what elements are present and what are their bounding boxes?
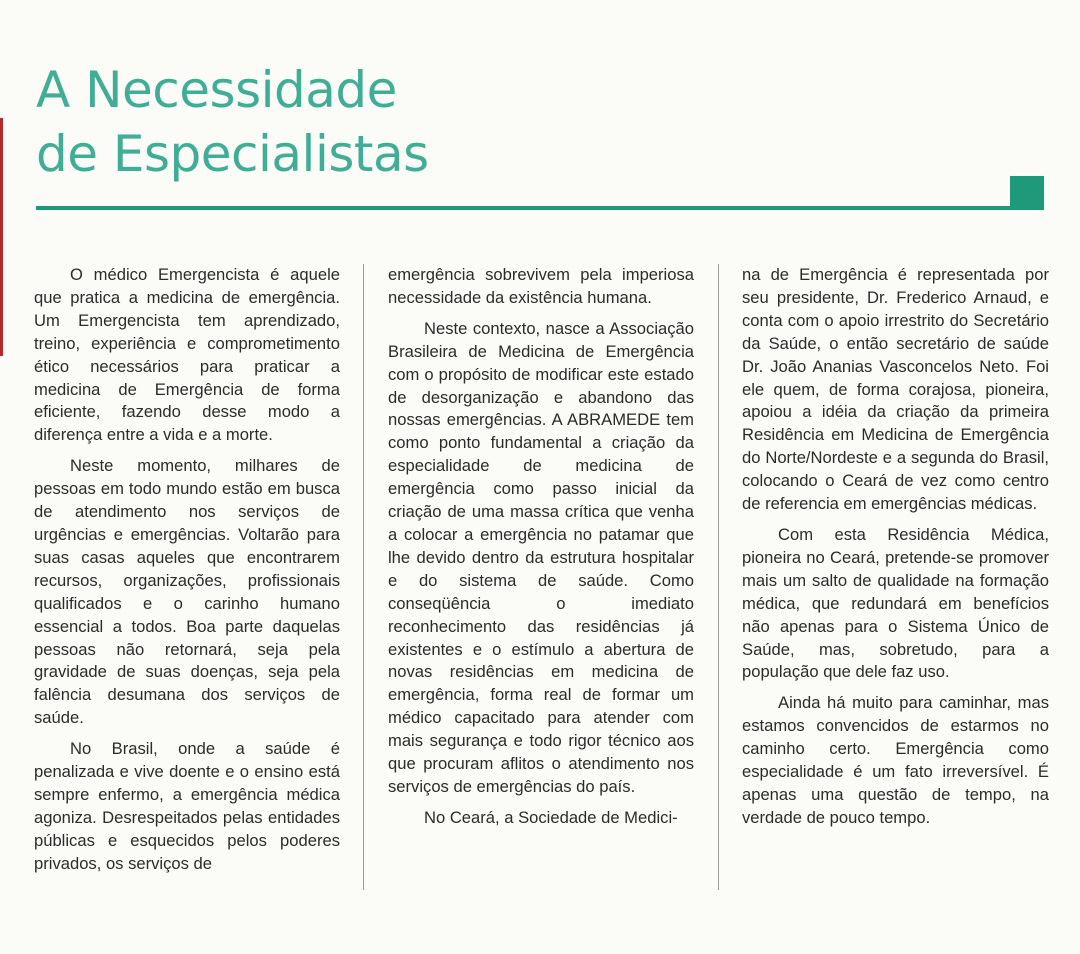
column-3-paragraph-1: na de Emergência é representada por seu presidente, Dr. Frederico Arnaud, e conta com o apoio irrestrito do Secretário da Saúde, o então secretário de saúde Dr. João Ananias Vasconcelos Neto. Foi ele quem, de forma corajosa, pioneira, apoiou a idéia da criação da primeira Residência em Medicina de Emergência do Norte/Nordeste e a segunda do Brasil, colocando o Ceará de vez como centro de referencia em emergências médicas. (742, 265, 1049, 514)
column-1-paragraph-2: Neste momento, milhares de pessoas em todo mundo estão em busca de atendimento nos serviços de urgências e emergências. Voltarão para suas casas aqueles que encontrarem recursos, organizações, profissionais qualificados e o carinho humano essencial a todos. Boa parte daquelas pessoas não retornará, seja pela gravidade de suas doenças, seja pela falência desumana dos serviços de saúde. (34, 456, 340, 728)
title-line-1: A Necessidade (36, 61, 397, 119)
left-edge-mark (0, 118, 3, 356)
title-line-2: de Especialistas (36, 125, 429, 183)
column-1-paragraph-1: O médico Emergencista é aquele que pratica a medicina de emergência. Um Emergencista tem aprendizado, treino, experiência e comprometimento ético necessários para praticar a medicina de Emergência de forma eficiente, fazendo desse modo a diferença entre a vida e a morte. (34, 265, 340, 445)
title-accent-square (1010, 176, 1044, 210)
column-divider-1 (363, 264, 364, 890)
text-column-1 (34, 264, 340, 876)
column-3-paragraph-3: Ainda há muito para caminhar, mas estamos convencidos de estarmos no caminho certo. Emergência como especialidade é um fato irreversível. É apenas uma questão de tempo, na verdade de pouco tempo. (742, 693, 1049, 827)
column-1-paragraph-3: No Brasil, onde a saúde é penalizada e vive doente e o ensino está sempre enfermo, a emergência médica agoniza. Desrespeitados pelas entidades públicas e esquecidos pelos poderes privados, os serviços de (34, 739, 340, 873)
title-underline (36, 206, 1044, 210)
column-2-paragraph-2: Neste contexto, nasce a Associação Brasileira de Medicina de Emergência com o propósito de modificar este estado de desorganização e abandono das nossas emergências. A ABRAMEDE tem como ponto fundamental a criação da especialidade de medicina de emergência como passo inicial da criação de uma massa crítica que venha a colocar a emergência no patamar que lhe devido dentro da estrutura hospitalar e do sistema de saúde. Como conseqüência o imediato reconhecimento das residências já existentes e o estímulo a abertura de novas residências em medicina de emergência, forma real de formar um médico capacitado para atender com mais segurança e todo rigor técnico aos que procuram aflitos o atendimento nos serviços de emergências do país. (388, 318, 694, 796)
article-title (36, 58, 429, 186)
column-2-paragraph-1: emergência sobrevivem pela imperiosa necessidade da existência humana. (388, 265, 694, 307)
text-column-3 (742, 264, 1049, 830)
column-2-paragraph-3: No Ceará, a Sociedade de Medici- (424, 807, 678, 827)
column-3-paragraph-2: Com esta Residência Médica, pioneira no Ceará, pretende-se promover mais um salto de qualidade na formação médica, que redundará em benefícios não apenas para o Sistema Único de Saúde, mas, sobretudo, para a população que dele faz uso. (742, 524, 1049, 682)
column-divider-2 (718, 264, 719, 890)
text-column-2 (388, 264, 694, 830)
